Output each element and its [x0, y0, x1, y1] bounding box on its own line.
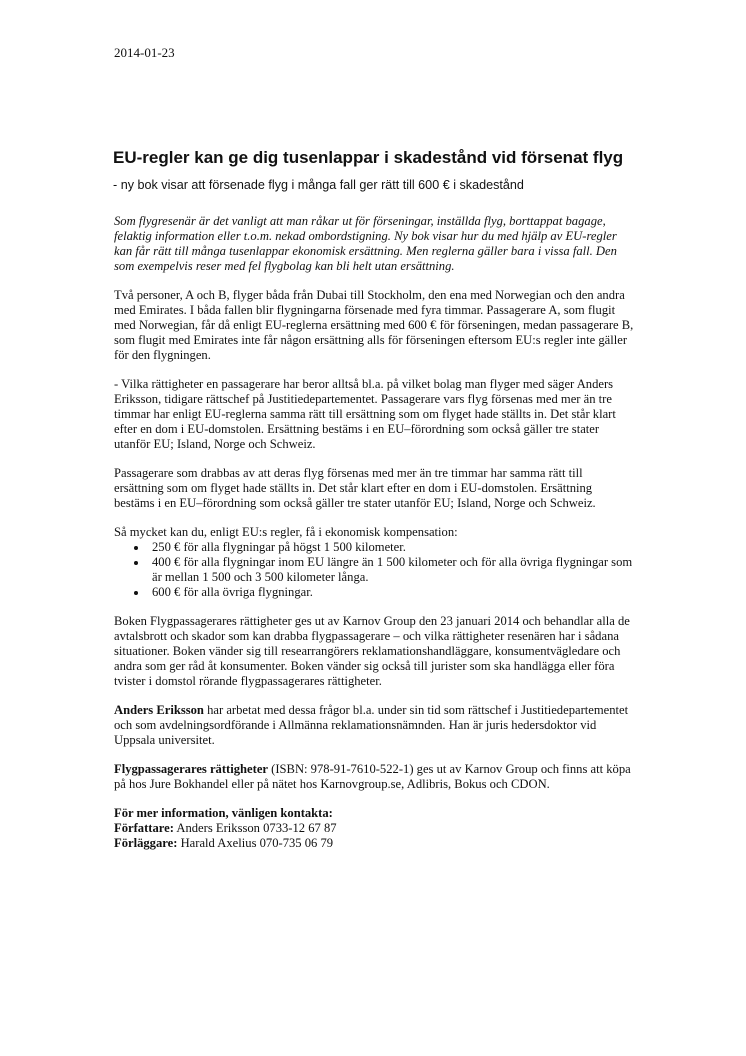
paragraph-author [114, 703, 634, 748]
list-item: • 600 € för alla övriga flygningar. [148, 585, 634, 600]
paragraph-quote: - Vilka rättigheter en passagerare har beror alltså bl.a. på vilket bolag man flyger med säger Anders Eriksson, tidigare rättschef på Justitiedepartementet. Passagerare vars flyg försenas med mer än tre timmar har enligt EU-reglerna samma rätt till ersättning som om flyget hade ställts in. Det står klart efter en dom i EU-domstolen. Ersättning bestäms i en EU–förordning som också gäller tre stater utanför EU; Island, Norge och Schweiz. [114, 377, 616, 451]
article-body [114, 214, 634, 851]
list-item: • 250 € för alla flygningar på högst 1 500 kilometer. [148, 540, 634, 555]
compensation-section [114, 525, 634, 600]
publisher-contact: Harald Axelius 070-735 06 79 [177, 836, 334, 850]
lead-paragraph: Som flygresenär är det vanligt att man råkar ut för förseningar, inställda flyg, borttappat bagage, felaktig information eller t.o.m. nekad ombordstigning. Ny bok visar hur du med hjälp av EU-regler kan får rätt till många tusenlappar ekonomisk ersättning. Men reglerna gäller bara i vissa fall. Den som exempelvis reser med fel flygbolag kan bli helt utan ersättning. [114, 214, 617, 273]
subheadline: - ny bok visar att försenade flyg i många fall ger rätt till 600 € i skadestånd [113, 178, 524, 192]
paragraph-rule: Passagerare som drabbas av att deras flyg försenas med mer än tre timmar har samma rätt till ersättning som om flyget hade ställts in. Det står klart efter en dom i EU-domstolen. Ersättning bestäms i en EU–förordning som också gäller tre stater utanför EU; Island, Norge och Schweiz. [114, 466, 596, 510]
contact-heading: För mer information, vänligen kontakta: [114, 806, 333, 820]
paragraph-book-info [114, 762, 634, 792]
list-item: • 400 € för alla flygningar inom EU längre än 1 500 kilometer och för alla övriga flygningar som är mellan 1 500 och 3 500 kilometer långa. [148, 555, 634, 585]
author-bio: har arbetat med dessa frågor bl.a. under sin tid som rättschef i Justitiedepartementet och som avdelningsordförande i Allmänna reklamationsnämnden. Han är juris hedersdoktor vid Uppsala universitet. [114, 703, 629, 747]
contact-section [114, 806, 634, 851]
headline: EU-regler kan ge dig tusenlappar i skadestånd vid försenat flyg [113, 148, 624, 167]
book-title: Flygpassagerares rättigheter [114, 762, 268, 776]
author-contact: Anders Eriksson 0733-12 67 87 [173, 821, 337, 835]
paragraph-example: Två personer, A och B, flyger båda från Dubai till Stockholm, den ena med Norwegian och den andra med Emirates. I båda fallen blir flygningarna försenade med fyra timmar. Passagerare A, som flugit med Norwegian, får då enligt EU-reglerna ersättning med 600 € för förseningen, medan passagerare B, som flugit med Emirates inte får någon ersättning alls för förseningen eftersom EU:s regler inte gäller för den flygningen. [114, 288, 634, 362]
contact-publisher [114, 836, 634, 851]
publisher-label: Förläggare: [114, 836, 178, 850]
document-date: 2014-01-23 [114, 45, 175, 60]
author-name: Anders Eriksson [114, 703, 204, 717]
contact-author [114, 821, 634, 836]
author-label: Författare: [114, 821, 174, 835]
book-info: (ISBN: 978-91-7610-522-1) ges ut av Karnov Group och finns att köpa på hos Jure Bokhandel eller på nätet hos Karnovgroup.se, Adlibris, Bokus och CDON. [114, 762, 631, 791]
paragraph-book: Boken Flygpassagerares rättigheter ges ut av Karnov Group den 23 januari 2014 och behandlar alla de avtalsbrott och skador som kan drabba flygpassagerare – och vilka rättigheter resenären har i sådana situationer. Boken vänder sig till researrangörers reklamationshandläggare, konsumentvägledare och andra som ger råd åt konsumenter. Boken vänder sig också till jurister som ska handlägga eller föra tvister i domstol rörande flygpassagerares rättigheter. [114, 614, 630, 688]
compensation-list [114, 540, 634, 600]
compensation-intro: Så mycket kan du, enligt EU:s regler, få i ekonomisk kompensation: [114, 525, 458, 539]
